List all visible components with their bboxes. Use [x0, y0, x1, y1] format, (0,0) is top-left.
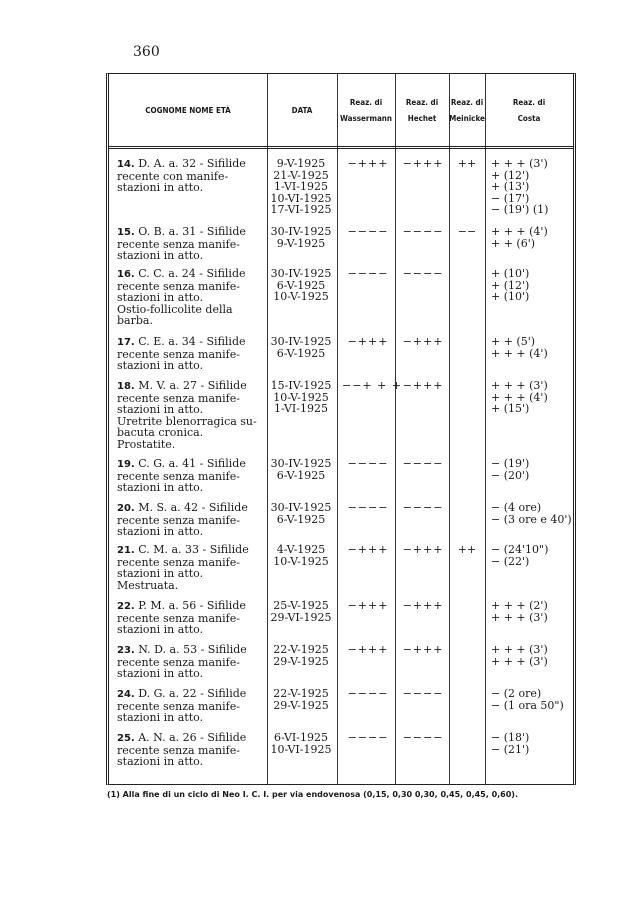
costa-value: − (20') [491, 468, 530, 482]
costa-cell [491, 158, 575, 216]
date-cell [270, 458, 332, 481]
patient-line: recente senza manife- [117, 611, 240, 625]
case-number: 24. [117, 689, 135, 700]
date-value: 10-VI-1925 [270, 191, 332, 205]
patient-text: M. S. a. 42 - Sifilide [138, 501, 248, 514]
patient-text: C. M. a. 33 - Sifilide [138, 543, 249, 556]
wassermann-result: −−−− [347, 457, 389, 470]
date-cell [270, 688, 332, 711]
costa-cell [491, 268, 575, 303]
patient-line: recente senza manife- [117, 237, 240, 251]
patient-cell [117, 688, 265, 724]
date-value: 9-V-1925 [276, 236, 326, 250]
costa-value: − (24'10") [491, 543, 549, 556]
patient-line: Uretrite blenorragica su- [117, 414, 257, 428]
date-value: 17-VI-1925 [270, 203, 332, 216]
header-meinicke [449, 82, 485, 140]
date-value: 10-V-1925 [273, 290, 329, 303]
patient-line: recente senza manife- [117, 655, 240, 669]
patient-text: N. D. a. 53 - Sifilide [138, 643, 247, 656]
date-value: 10-V-1925 [273, 390, 329, 404]
patient-line: barba. [117, 314, 153, 327]
patient-text: D. G. a. 22 - Sifilide [138, 687, 247, 700]
patient-line: stazioni in atto. [117, 667, 204, 680]
patient-cell [117, 732, 265, 768]
date-value: 1-VI-1925 [274, 402, 328, 415]
date-value: 29-V-1925 [273, 654, 329, 668]
patient-line [117, 600, 265, 613]
patient-line [117, 644, 265, 657]
patient-cell [117, 600, 265, 636]
header-hechet [395, 82, 449, 140]
date-value: 6-VI-1925 [274, 731, 328, 744]
costa-value: + + + (4') [491, 225, 548, 238]
patient-cell [117, 336, 265, 372]
patient-text: M. V. a. 27 - Sifilide [138, 379, 247, 392]
case-number: 22. [117, 601, 135, 612]
patient-cell [117, 544, 265, 591]
wassermann-result: −−−− [347, 501, 389, 514]
costa-value: + + + (2') [491, 599, 548, 612]
header-hechet-line1: Reaz. di [405, 98, 439, 107]
footnote: (1) Alla fine di un ciclo di Neo I. C. I. per via endovenosa (0,15, 0,30 0,30, 0,45, 0,45, 0,60). [107, 790, 518, 799]
hechet-result: −−−− [402, 731, 444, 744]
patient-cell [117, 644, 265, 680]
costa-cell [491, 644, 575, 667]
case-number: 15. [117, 227, 135, 238]
wassermann-result: −−−− [347, 267, 389, 280]
costa-value: − (3 ore e 40') [491, 512, 572, 526]
patient-line: Mestruata. [117, 578, 179, 592]
date-cell [270, 226, 332, 249]
date-value: 10-V-1925 [273, 554, 329, 568]
patient-line: recente senza manife- [117, 513, 240, 527]
patient-line: stazioni in atto. [117, 403, 204, 416]
date-value: 6-V-1925 [276, 346, 326, 360]
costa-value: + + + (4') [491, 390, 548, 404]
date-value: 6-V-1925 [276, 468, 326, 482]
costa-value: − (22') [491, 554, 530, 568]
hechet-result: −−−− [402, 687, 444, 700]
costa-value: − (17') [491, 191, 530, 205]
costa-value: + + + (3') [491, 643, 548, 656]
costa-value: + + + (4') [491, 346, 548, 360]
wassermann-result: −+++ [347, 335, 389, 348]
date-cell [270, 600, 332, 623]
date-cell [270, 336, 332, 359]
header-wassermann-line2: Wassermann [339, 114, 393, 123]
patient-line [117, 544, 265, 557]
patient-line: stazioni in atto. [117, 291, 204, 304]
costa-cell [491, 600, 575, 623]
patient-line: stazioni in atto. [117, 249, 204, 262]
patient-line: Prostatite. [117, 437, 176, 451]
patient-line [117, 268, 265, 281]
costa-cell [491, 458, 575, 481]
header-separator [109, 146, 573, 149]
case-number: 23. [117, 645, 135, 656]
patient-line [117, 732, 265, 745]
column-divider [337, 74, 338, 784]
wassermann-result: −−−− [347, 225, 389, 238]
date-value: 9-V-1925 [276, 157, 326, 170]
costa-value: − (19') (1) [491, 203, 549, 216]
date-value: 15-IV-1925 [270, 379, 332, 392]
header-hechet-line2: Hechet [407, 114, 437, 123]
date-value: 1-VI-1925 [274, 180, 328, 193]
date-cell [270, 380, 332, 415]
patient-cell [117, 458, 265, 494]
patient-line: stazioni in atto. [117, 181, 204, 194]
date-value: 4-V-1925 [276, 543, 326, 556]
header-name [109, 82, 267, 140]
patient-line: recente senza manife- [117, 469, 240, 483]
date-value: 30-IV-1925 [270, 335, 332, 348]
costa-value: + (12') [491, 168, 530, 182]
hechet-result: −−−− [402, 501, 444, 514]
date-value: 22-V-1925 [273, 687, 329, 700]
meinicke-result: ++ [457, 157, 477, 170]
page-number: 360 [133, 44, 160, 60]
results-table [106, 73, 576, 785]
patient-cell [117, 268, 265, 327]
header-wassermann [337, 82, 395, 140]
case-number: 19. [117, 459, 135, 470]
costa-value: − (21') [491, 742, 530, 756]
patient-cell [117, 226, 265, 262]
hechet-result: −+++ [402, 643, 444, 656]
hechet-result: −−−− [402, 267, 444, 280]
costa-cell [491, 544, 575, 567]
patient-line: recente senza manife- [117, 279, 240, 293]
header-date-label: DATA [291, 106, 313, 115]
case-number: 18. [117, 381, 135, 392]
patient-cell [117, 158, 265, 194]
column-divider [395, 74, 396, 784]
date-value: 25-V-1925 [273, 599, 329, 612]
costa-value: + (10') [491, 290, 530, 303]
costa-value: + (10') [491, 267, 530, 280]
hechet-result: −+++ [402, 543, 444, 556]
patient-cell [117, 502, 265, 538]
patient-line: Ostio-follicolite della [117, 302, 233, 316]
patient-line: stazioni in atto. [117, 359, 204, 372]
date-cell [270, 502, 332, 525]
costa-value: + + + (3') [491, 157, 548, 170]
patient-line: bacuta cronica. [117, 426, 204, 439]
header-name-label: COGNOME NOME ETÀ [145, 106, 231, 115]
patient-line [117, 158, 265, 171]
wassermann-result: −−−− [347, 731, 389, 744]
patient-line: stazioni in atto. [117, 711, 204, 724]
column-divider [485, 74, 486, 784]
patient-text: A. N. a. 26 - Sifilide [138, 731, 247, 744]
wassermann-result: −−+ + + [342, 379, 403, 392]
costa-cell [491, 336, 575, 359]
case-number: 20. [117, 503, 135, 514]
hechet-result: −+++ [402, 599, 444, 612]
wassermann-result: −+++ [347, 599, 389, 612]
costa-cell [491, 688, 575, 711]
patient-text: D. A. a. 32 - Sifilide [138, 157, 246, 170]
patient-line [117, 458, 265, 471]
date-value: 30-IV-1925 [270, 501, 332, 514]
patient-text: P. M. a. 56 - Sifilide [138, 599, 246, 612]
meinicke-result: −− [457, 225, 477, 238]
date-cell [270, 644, 332, 667]
header-costa [485, 82, 573, 140]
patient-text: O. B. a. 31 - Sifilide [138, 225, 246, 238]
hechet-result: −+++ [402, 157, 444, 170]
hechet-result: −+++ [402, 379, 444, 392]
case-number: 14. [117, 159, 135, 170]
patient-cell [117, 380, 265, 450]
date-cell [270, 158, 332, 216]
patient-line [117, 226, 265, 239]
costa-value: − (2 ore) [491, 687, 542, 700]
patient-line: stazioni in atto. [117, 525, 204, 538]
patient-text: C. G. a. 41 - Sifilide [138, 457, 246, 470]
patient-line: stazioni in atto. [117, 481, 204, 494]
meinicke-result: ++ [457, 543, 477, 556]
case-number: 25. [117, 733, 135, 744]
patient-line [117, 688, 265, 701]
header-date [267, 82, 337, 140]
costa-value: + + + (3') [491, 654, 548, 668]
costa-value: + (15') [491, 402, 530, 415]
patient-line: recente senza manife- [117, 699, 240, 713]
costa-value: + + (6') [491, 236, 536, 250]
case-number: 17. [117, 337, 135, 348]
costa-value: + (12') [491, 278, 530, 292]
patient-line [117, 336, 265, 349]
column-divider [449, 74, 450, 784]
patient-line: recente senza manife- [117, 347, 240, 361]
patient-line [117, 380, 265, 393]
date-cell [270, 544, 332, 567]
costa-value: − (1 ora 50") [491, 698, 564, 712]
costa-cell [491, 502, 575, 525]
date-value: 29-VI-1925 [270, 610, 332, 624]
wassermann-result: −+++ [347, 643, 389, 656]
patient-text: C. C. a. 24 - Sifilide [138, 267, 246, 280]
header-meinicke-line1: Reaz. di [450, 98, 484, 107]
patient-line: recente senza manife- [117, 743, 240, 757]
patient-text: C. E. a. 34 - Sifilide [138, 335, 246, 348]
patient-line: stazioni in atto. [117, 755, 204, 768]
wassermann-result: −+++ [347, 157, 389, 170]
date-cell [270, 268, 332, 303]
date-value: 30-IV-1925 [270, 225, 332, 238]
wassermann-result: −−−− [347, 687, 389, 700]
date-value: 30-IV-1925 [270, 457, 332, 470]
header-meinicke-line2: Meinicke [449, 114, 485, 123]
patient-line: stazioni in atto. [117, 567, 204, 580]
costa-cell [491, 226, 575, 249]
patient-line: recente senza manife- [117, 555, 240, 569]
wassermann-result: −+++ [347, 543, 389, 556]
costa-value: + + + (3') [491, 610, 548, 624]
header-costa-line1: Reaz. di [512, 98, 546, 107]
date-cell [270, 732, 332, 755]
hechet-result: −−−− [402, 457, 444, 470]
costa-value: − (18') [491, 731, 530, 744]
patient-line [117, 502, 265, 515]
date-value: 6-V-1925 [276, 278, 326, 292]
case-number: 21. [117, 545, 135, 556]
costa-value: + + (5') [491, 335, 536, 348]
date-value: 29-V-1925 [273, 698, 329, 712]
patient-line: recente con manife- [117, 169, 229, 183]
patient-line: recente senza manife- [117, 391, 240, 405]
hechet-result: −+++ [402, 335, 444, 348]
case-number: 16. [117, 269, 135, 280]
header-wassermann-line1: Reaz. di [349, 98, 383, 107]
date-value: 10-VI-1925 [270, 742, 332, 756]
column-divider [267, 74, 268, 784]
costa-value: + (13') [491, 180, 530, 193]
patient-line: stazioni in atto. [117, 623, 204, 636]
hechet-result: −−−− [402, 225, 444, 238]
costa-cell [491, 732, 575, 755]
header-costa-line2: Costa [517, 114, 541, 123]
costa-value: − (19') [491, 457, 530, 470]
date-value: 30-IV-1925 [270, 267, 332, 280]
date-value: 6-V-1925 [276, 512, 326, 526]
date-value: 22-V-1925 [273, 643, 329, 656]
date-value: 21-V-1925 [273, 168, 329, 182]
costa-value: + + + (3') [491, 379, 548, 392]
costa-cell [491, 380, 575, 415]
costa-value: − (4 ore) [491, 501, 542, 514]
